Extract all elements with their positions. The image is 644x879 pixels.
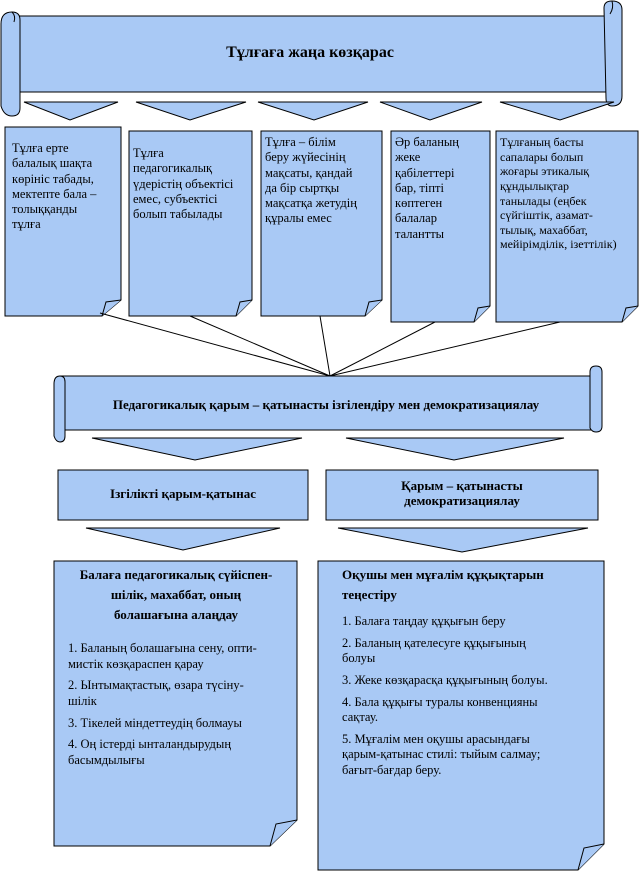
right-list-item: 4. Бала құқығы туралы конвенцияны сақтау. xyxy=(342,694,538,725)
principle-card-2: Тұлға педагогикалық үдерістің объектісі емес, субъектісі болып табылады xyxy=(133,146,234,221)
principle-card-1: Тұлға ерте балалық шақта көрініс табады, мектепте бала – толыққанды тұлға xyxy=(12,141,97,232)
right-panel-arrow xyxy=(338,528,588,552)
right-panel-list xyxy=(342,614,604,785)
title-arrows xyxy=(24,102,614,120)
middle-banner-text: Педагогикалық қарым – қатынасты ізгілендіру мен демократизациялау xyxy=(112,397,540,412)
principle-card-4: Әр баланың жеке қабілеттері бар, тіпті көптеген балалар талантты xyxy=(395,135,459,241)
right-branch-arrow xyxy=(346,438,564,460)
left-branch-label: Ізгілікті қарым-қатынас xyxy=(110,486,256,501)
left-panel-arrow xyxy=(86,528,280,550)
left-list-item: 4. Оң істерді ынталандырудың басымдылығы xyxy=(68,737,232,767)
left-list-item: 1. Баланың болашағына сену, опти- мистік көзқараспен қарау xyxy=(68,641,257,671)
connector-lines xyxy=(100,313,560,376)
left-list-item: 3. Тікелей міндеттеудің болмауы xyxy=(68,715,242,730)
right-list-item: 1. Балаға таңдау құқығын беру xyxy=(342,614,506,628)
page-title: Тұлғаға жаңа көзқарас xyxy=(226,44,394,61)
right-branch-label: Қарым – қатынасты демократизациялау xyxy=(401,478,523,509)
left-panel-list xyxy=(68,641,296,774)
right-list-item: 5. Мұғалім мен оқушы арасындағы қарым-қатынас стилі: тыйым салмау; бағыт-бағдар беру. xyxy=(342,731,541,777)
left-branch-arrow xyxy=(92,438,302,460)
left-panel-heading: Балаға педагогикалық сүйіспен- шілік, махаббат, оның болашағына алаңдау xyxy=(79,567,273,623)
right-list-item: 2. Баланың қателесуге құқығының болуы xyxy=(342,635,526,666)
principle-card-3: Тұлға – білім беру жүйесінің мақсаты, қандай да бір сыртқы мақсатқа жетудің құралы емес xyxy=(265,135,357,226)
principle-card-5: Тұлғаның басты сапалары болып жоғары этикалық құндылықтар танылады (еңбек сүйгіштік, азамат- тылық, махаббат, мейірімділік, ізеттілік) xyxy=(500,135,617,252)
right-panel-heading: Оқушы мен мұғалім құқықтарын теңестіру xyxy=(342,567,544,603)
left-list-item: 2. Ынтымақтастық, өзара түсіну- шілік xyxy=(68,678,244,708)
right-list-item: 3. Жеке көзқарасқа құқығының болуы. xyxy=(342,672,548,687)
